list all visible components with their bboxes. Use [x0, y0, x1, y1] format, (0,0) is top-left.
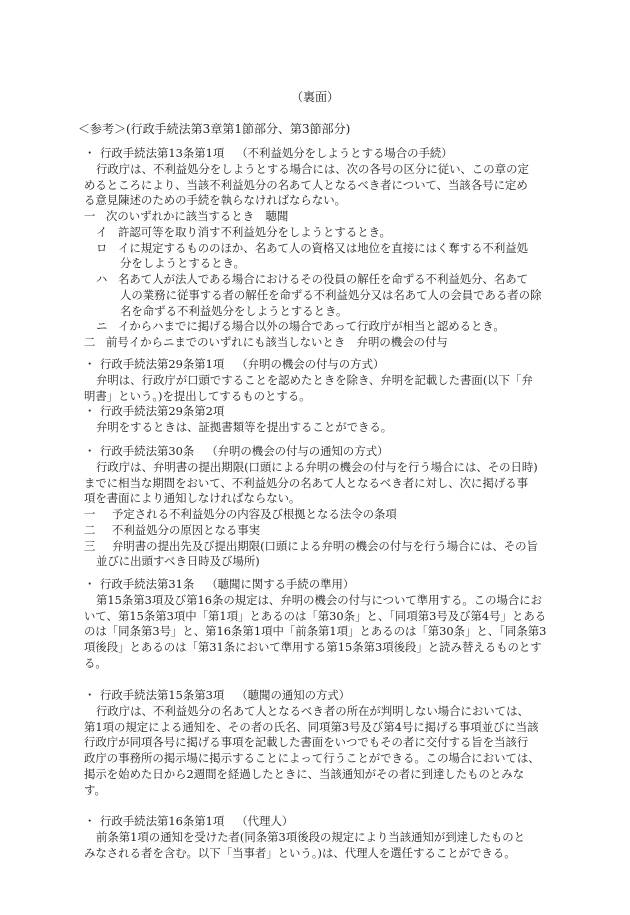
item-number: 三 — [84, 538, 96, 553]
paragraph-line: 行政庁は、不利益処分をしようとする場合には、次の各号の区分に従い、この章の定 — [96, 161, 529, 176]
paragraph-line: 第15条第3項及び第16条の規定は、弁明の機会の付与について準用する。この場合にお — [96, 592, 543, 607]
list-item — [84, 539, 560, 555]
list-item — [84, 523, 560, 539]
reference-note: ＜参考＞(行政手続法第3章第1節部分、第3節部分) — [78, 122, 351, 136]
article-number: 行政手続法第31条 — [100, 577, 195, 591]
paragraph-line: 項を書面により通知しなければならない。 — [84, 491, 301, 506]
item-text: 許認可等を取り消す不利益処分をしようとするとき。 — [118, 224, 391, 239]
item-continuation: 名を命ずる不利益処分をしようとするとき。 — [120, 303, 348, 318]
bullet-icon: ・ — [84, 688, 96, 702]
paragraph-line: る意見陳述のための手続を執らなければならない。 — [84, 193, 346, 208]
item-number: ロ — [96, 240, 108, 255]
list-item — [84, 241, 560, 257]
article-number: 行政手続法第13条第1項 — [100, 146, 225, 160]
paragraph-line: 第1項の規定による通知を、その者の氏名、同項第3号及び第4号に掲げる事項並びに当該 — [84, 719, 539, 734]
paragraph-line: 弁明をするときは、証拠書類等を提出することができる。 — [96, 419, 393, 434]
article-subject: （聴聞の通知の方式） — [236, 688, 351, 702]
item-number: 二 — [84, 335, 96, 349]
paragraph-line: 行政庁が同項各号に掲げる事項を記載した書面をいつでもその者に交付する旨を当該行 — [84, 735, 529, 750]
paragraph-line: 明書」という。)を提出してするものとする。 — [84, 388, 311, 403]
paragraph-line: 政庁の事務所の掲示場に掲示することによって行うことができる。この場合においては、 — [84, 751, 540, 765]
paragraph-line: までに相当な期間をおいて、不利益処分の名あて人となるべき者に対し、次に掲げる事 — [84, 475, 529, 490]
item-text: 前号イからニまでのいずれにも該当しないとき 弁明の機会の付与 — [106, 335, 448, 349]
article-number: 行政手続法第16条第1項 — [100, 814, 225, 828]
law-section — [84, 688, 560, 798]
item-text: 不利益処分の原因となる事実 — [112, 522, 261, 537]
bullet-icon: ・ — [84, 357, 96, 371]
item-text: 次のいずれかに該当するとき 聴聞 — [106, 209, 289, 223]
paragraph-line: めるところにより、当該不利益処分の名あて人となるべき者について、当該各号に定め — [84, 177, 528, 192]
paragraph-line: す。 — [84, 782, 106, 797]
paragraph-line: る。 — [84, 655, 107, 670]
bullet-icon: ・ — [84, 146, 96, 160]
paragraph-line: 行政庁は、不利益処分の名あて人となるべき者の所在が判明しない場合においては、 — [96, 703, 529, 718]
item-text: イに規定するもののほか、名あて人の資格又は地位を直接にはく奪する不利益処 — [118, 240, 529, 255]
item-text: 名あて人が法人である場合におけるその役員の解任を命ずる不利益処分、名あて — [118, 272, 529, 286]
bullet-icon: ・ — [84, 577, 96, 591]
article-title — [84, 357, 560, 373]
article-subject: （聴聞に関する手続の準用） — [206, 577, 355, 591]
article-number: 行政手続法第29条第1項 — [100, 357, 225, 371]
item-number: 一 — [84, 209, 96, 223]
article-subject: （代理人） — [236, 814, 294, 828]
law-section — [84, 577, 560, 672]
item-continuation: 並びに出頭すべき日時及び場所) — [96, 554, 260, 569]
article-subject: （弁明の機会の付与の方式） — [236, 357, 385, 371]
article-title — [84, 814, 560, 830]
item-number: ニ — [96, 319, 108, 334]
law-section — [84, 146, 560, 351]
law-section — [84, 404, 560, 436]
article-number: 行政手続法第15条第3項 — [100, 688, 225, 702]
item-number: 二 — [84, 522, 96, 537]
article-subject: （不利益処分をしようとする場合の手続） — [236, 146, 453, 160]
list-item — [84, 209, 560, 225]
paragraph-line: 掲示を始めた日から2週間を経過したときに、当該通知がその者に到達したものとみな — [84, 766, 525, 781]
paragraph-line: のは「同条第3号」と、第16条第1項中「前条第1項」とあるのは「第30条」と、「同条第3 — [84, 624, 547, 639]
item-text: 予定される不利益処分の内容及び根拠となる法令の条項 — [112, 507, 397, 521]
article-number: 行政手続法第30条 — [100, 444, 195, 458]
list-item — [84, 507, 560, 523]
item-text: 弁明書の提出先及び提出期限(口頭による弁明の機会の付与を行う場合には、その旨 — [112, 538, 538, 553]
law-section — [84, 444, 560, 570]
paragraph-line: いて、第15条第3項中「第1項」とあるのは「第30条」と、「同項第3号及び第4号」とある — [84, 608, 547, 623]
law-section — [84, 814, 560, 861]
item-number: 一 — [84, 507, 96, 521]
article-title — [84, 404, 560, 420]
article-title — [84, 577, 560, 593]
paragraph-line: 前条第1項の通知を受けた者(同条第3項後段の規定により当該通知が到達したものと — [96, 829, 526, 844]
paragraph-line: 行政庁は、弁明書の提出期限(口頭による弁明の機会の付与を行う場合には、その日時) — [96, 459, 538, 474]
law-section — [84, 357, 560, 404]
item-number: ハ — [96, 272, 108, 286]
item-text: イからハまでに掲げる場合以外の場合であって行政庁が相当と認めるとき。 — [118, 319, 505, 334]
list-item — [84, 335, 560, 351]
paragraph-line: みなされる者を含む。以下「当事者」という。)は、代理人を選任することができる。 — [84, 845, 516, 860]
article-title — [84, 444, 560, 460]
page-heading: （裏面） — [290, 90, 339, 104]
item-continuation: 人の業務に従事する者の解任を命ずる不利益処分又は名あて人の会員である者の除 — [120, 287, 542, 302]
article-title — [84, 688, 560, 704]
article-subject: （弁明の機会の付与の通知の方式） — [206, 444, 389, 458]
item-continuation: 分をしようとするとき。 — [120, 256, 245, 271]
paragraph-line: 弁明は、行政庁が口頭ですることを認めたときを除き、弁明を記載した書面(以下「弁 — [96, 372, 533, 387]
bullet-icon: ・ — [84, 444, 96, 458]
list-item — [84, 319, 560, 335]
list-item — [84, 272, 560, 288]
bullet-icon: ・ — [84, 404, 96, 418]
article-title — [84, 146, 560, 162]
bullet-icon: ・ — [84, 814, 96, 828]
paragraph-line: 項後段」とあるのは「第31条において準用する第15条第3項後段」と読み替えるものとす — [84, 640, 542, 654]
article-number: 行政手続法第29条第2項 — [100, 404, 225, 418]
item-number: イ — [96, 224, 108, 239]
list-item — [84, 225, 560, 241]
